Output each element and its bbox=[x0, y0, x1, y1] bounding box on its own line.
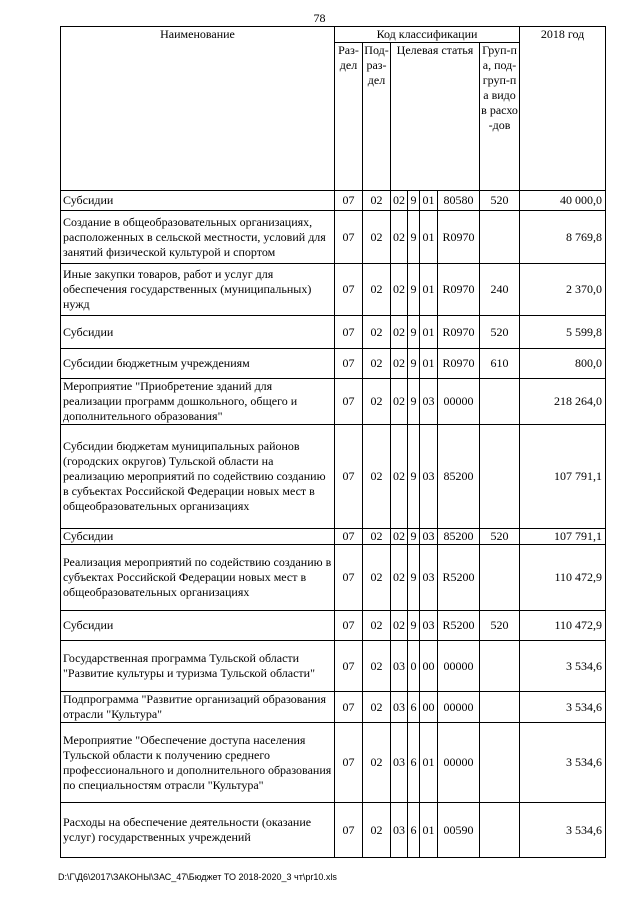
row-target-subprogram: 6 bbox=[408, 692, 420, 723]
row-target-program: 02 bbox=[391, 379, 408, 425]
row-amount: 3 534,6 bbox=[520, 723, 606, 803]
row-expense-group bbox=[480, 692, 520, 723]
row-podrazdel: 02 bbox=[363, 264, 391, 316]
row-target-program: 02 bbox=[391, 316, 408, 349]
row-amount: 5 599,8 bbox=[520, 316, 606, 349]
row-target-program: 02 bbox=[391, 545, 408, 611]
table-row bbox=[61, 211, 606, 264]
row-target-event: 03 bbox=[420, 545, 438, 611]
row-razdel: 07 bbox=[335, 264, 363, 316]
row-razdel: 07 bbox=[335, 211, 363, 264]
row-name: Субсидии бюджетным учреждениям bbox=[61, 349, 335, 379]
row-amount: 800,0 bbox=[520, 349, 606, 379]
row-razdel: 07 bbox=[335, 529, 363, 545]
row-podrazdel: 02 bbox=[363, 425, 391, 529]
row-target-event: 03 bbox=[420, 529, 438, 545]
row-name: Мероприятие "Приобретение зданий для реализации программ дошкольного, общего и дополнительного образования" bbox=[61, 379, 335, 425]
row-name: Субсидии бюджетам муниципальных районов (городских округов) Тульской области на реализацию мероприятий по содействию созданию в субъектах Российской Федерации новых мест в общеобразовательных организациях bbox=[61, 425, 335, 529]
row-podrazdel: 02 bbox=[363, 545, 391, 611]
row-name: Государственная программа Тульской области "Развитие культуры и туризма Тульской области" bbox=[61, 641, 335, 692]
row-amount: 8 769,8 bbox=[520, 211, 606, 264]
row-amount: 218 264,0 bbox=[520, 379, 606, 425]
row-target-direction: R0970 bbox=[438, 264, 480, 316]
row-amount: 40 000,0 bbox=[520, 191, 606, 211]
table-row bbox=[61, 379, 606, 425]
table-row bbox=[61, 641, 606, 692]
table-row bbox=[61, 803, 606, 858]
row-expense-group: 520 bbox=[480, 316, 520, 349]
header-razdel: Раз-дел bbox=[335, 43, 363, 191]
header-target-article: Целевая статья bbox=[391, 43, 480, 191]
row-expense-group: 520 bbox=[480, 529, 520, 545]
table-row bbox=[61, 316, 606, 349]
row-target-direction: 00000 bbox=[438, 379, 480, 425]
row-name: Субсидии bbox=[61, 611, 335, 641]
row-amount: 110 472,9 bbox=[520, 611, 606, 641]
table-row bbox=[61, 529, 606, 545]
table-row bbox=[61, 191, 606, 211]
table-row bbox=[61, 545, 606, 611]
row-target-program: 02 bbox=[391, 264, 408, 316]
row-target-direction: 00000 bbox=[438, 641, 480, 692]
page-number: 78 bbox=[313, 11, 326, 25]
row-target-program: 02 bbox=[391, 349, 408, 379]
row-name: Мероприятие "Обеспечение доступа населения Тульской области к получению среднего профессионального и дополнительного образования по специальностям отрасли "Культура" bbox=[61, 723, 335, 803]
row-target-direction: 80580 bbox=[438, 191, 480, 211]
header-classification: Код классификации bbox=[335, 27, 520, 43]
row-target-event: 00 bbox=[420, 692, 438, 723]
row-expense-group: 520 bbox=[480, 191, 520, 211]
row-razdel: 07 bbox=[335, 641, 363, 692]
row-target-event: 01 bbox=[420, 191, 438, 211]
row-target-event: 03 bbox=[420, 379, 438, 425]
row-target-subprogram: 6 bbox=[408, 723, 420, 803]
row-name: Создание в общеобразовательных организациях, расположенных в сельской местности, условий для занятий физической культурой и спортом bbox=[61, 211, 335, 264]
row-target-event: 01 bbox=[420, 211, 438, 264]
row-target-event: 01 bbox=[420, 723, 438, 803]
row-expense-group: 240 bbox=[480, 264, 520, 316]
row-target-subprogram: 9 bbox=[408, 264, 420, 316]
row-target-subprogram: 9 bbox=[408, 379, 420, 425]
table-row bbox=[61, 264, 606, 316]
table-row bbox=[61, 692, 606, 723]
row-target-event: 01 bbox=[420, 264, 438, 316]
row-target-event: 03 bbox=[420, 611, 438, 641]
row-target-program: 03 bbox=[391, 723, 408, 803]
row-target-direction: R5200 bbox=[438, 611, 480, 641]
row-amount: 3 534,6 bbox=[520, 641, 606, 692]
row-name: Субсидии bbox=[61, 529, 335, 545]
row-expense-group bbox=[480, 803, 520, 858]
row-amount: 110 472,9 bbox=[520, 545, 606, 611]
row-target-subprogram: 9 bbox=[408, 545, 420, 611]
row-target-program: 02 bbox=[391, 611, 408, 641]
row-razdel: 07 bbox=[335, 191, 363, 211]
header-expense-group: Груп-па, под-груп-па видов расхо-дов bbox=[480, 43, 520, 191]
row-target-subprogram: 9 bbox=[408, 529, 420, 545]
row-target-subprogram: 9 bbox=[408, 211, 420, 264]
row-podrazdel: 02 bbox=[363, 641, 391, 692]
row-target-direction: 00000 bbox=[438, 723, 480, 803]
table-row bbox=[61, 611, 606, 641]
file-path-footer: D:\Г\Д6\2017\ЗАКОНЫ\ЗАС_47\Бюджет ТО 2018-2020_3 чт\pr10.xls bbox=[58, 872, 337, 882]
row-amount: 2 370,0 bbox=[520, 264, 606, 316]
row-expense-group: 610 bbox=[480, 349, 520, 379]
row-razdel: 07 bbox=[335, 723, 363, 803]
row-name: Реализация мероприятий по содействию созданию в субъектах Российской Федерации новых мест в общеобразовательных организациях bbox=[61, 545, 335, 611]
table-body bbox=[61, 191, 606, 858]
table-row bbox=[61, 349, 606, 379]
row-target-direction: R0970 bbox=[438, 211, 480, 264]
row-target-direction: 00000 bbox=[438, 692, 480, 723]
table-row bbox=[61, 425, 606, 529]
row-target-direction: 00590 bbox=[438, 803, 480, 858]
row-podrazdel: 02 bbox=[363, 379, 391, 425]
row-expense-group bbox=[480, 641, 520, 692]
row-razdel: 07 bbox=[335, 803, 363, 858]
row-target-subprogram: 9 bbox=[408, 349, 420, 379]
row-name: Подпрограмма "Развитие организаций образования отрасли "Культура" bbox=[61, 692, 335, 723]
row-razdel: 07 bbox=[335, 425, 363, 529]
row-target-event: 01 bbox=[420, 803, 438, 858]
row-podrazdel: 02 bbox=[363, 211, 391, 264]
row-razdel: 07 bbox=[335, 316, 363, 349]
row-expense-group bbox=[480, 425, 520, 529]
row-name: Расходы на обеспечение деятельности (оказание услуг) государственных учреждений bbox=[61, 803, 335, 858]
row-target-program: 03 bbox=[391, 641, 408, 692]
row-name: Субсидии bbox=[61, 191, 335, 211]
row-target-subprogram: 9 bbox=[408, 611, 420, 641]
row-target-event: 00 bbox=[420, 641, 438, 692]
header-name: Наименование bbox=[61, 27, 335, 191]
row-target-subprogram: 9 bbox=[408, 191, 420, 211]
row-expense-group bbox=[480, 723, 520, 803]
row-amount: 3 534,6 bbox=[520, 803, 606, 858]
row-target-program: 03 bbox=[391, 692, 408, 723]
row-target-subprogram: 9 bbox=[408, 316, 420, 349]
row-podrazdel: 02 bbox=[363, 803, 391, 858]
row-razdel: 07 bbox=[335, 611, 363, 641]
row-razdel: 07 bbox=[335, 545, 363, 611]
row-target-direction: 85200 bbox=[438, 425, 480, 529]
row-target-direction: R0970 bbox=[438, 349, 480, 379]
row-podrazdel: 02 bbox=[363, 692, 391, 723]
row-expense-group bbox=[480, 211, 520, 264]
row-target-program: 02 bbox=[391, 211, 408, 264]
row-expense-group: 520 bbox=[480, 611, 520, 641]
row-podrazdel: 02 bbox=[363, 723, 391, 803]
row-target-event: 03 bbox=[420, 425, 438, 529]
row-expense-group bbox=[480, 545, 520, 611]
row-target-subprogram: 0 bbox=[408, 641, 420, 692]
row-target-direction: 85200 bbox=[438, 529, 480, 545]
row-podrazdel: 02 bbox=[363, 349, 391, 379]
row-podrazdel: 02 bbox=[363, 191, 391, 211]
row-target-subprogram: 9 bbox=[408, 425, 420, 529]
row-podrazdel: 02 bbox=[363, 611, 391, 641]
table-row bbox=[61, 723, 606, 803]
header-podrazdel: Под-раз-дел bbox=[363, 43, 391, 191]
row-target-subprogram: 6 bbox=[408, 803, 420, 858]
row-razdel: 07 bbox=[335, 379, 363, 425]
row-target-program: 02 bbox=[391, 191, 408, 211]
budget-table bbox=[60, 26, 606, 858]
row-amount: 3 534,6 bbox=[520, 692, 606, 723]
row-name: Субсидии bbox=[61, 316, 335, 349]
row-amount: 107 791,1 bbox=[520, 529, 606, 545]
row-target-direction: R5200 bbox=[438, 545, 480, 611]
row-target-program: 03 bbox=[391, 803, 408, 858]
row-target-program: 02 bbox=[391, 425, 408, 529]
row-razdel: 07 bbox=[335, 692, 363, 723]
row-amount: 107 791,1 bbox=[520, 425, 606, 529]
row-name: Иные закупки товаров, работ и услуг для обеспечения государственных (муниципальных) нужд bbox=[61, 264, 335, 316]
row-target-direction: R0970 bbox=[438, 316, 480, 349]
row-razdel: 07 bbox=[335, 349, 363, 379]
row-podrazdel: 02 bbox=[363, 529, 391, 545]
row-target-event: 01 bbox=[420, 349, 438, 379]
row-target-event: 01 bbox=[420, 316, 438, 349]
row-podrazdel: 02 bbox=[363, 316, 391, 349]
header-year: 2018 год bbox=[520, 27, 606, 191]
row-expense-group bbox=[480, 379, 520, 425]
row-target-program: 02 bbox=[391, 529, 408, 545]
